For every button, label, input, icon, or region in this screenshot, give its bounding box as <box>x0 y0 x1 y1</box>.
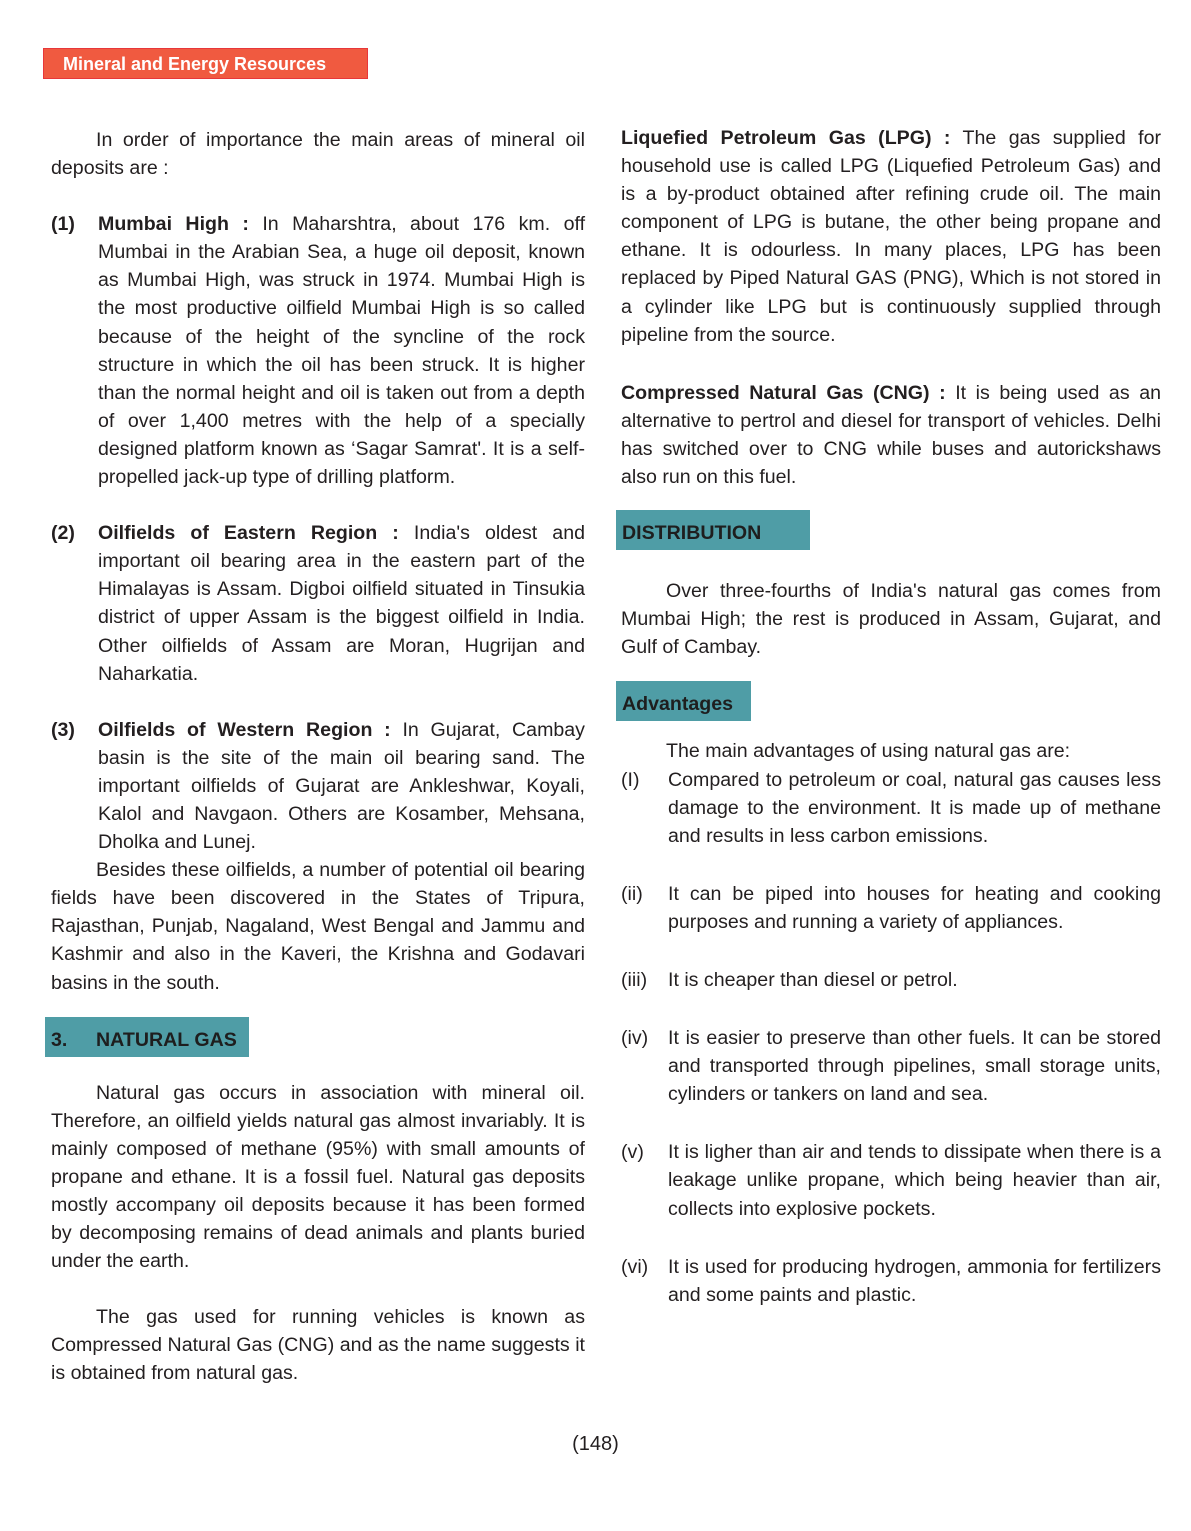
item-text: Compared to petroleum or coal, natural gas causes less damage to the environment. It is made up of methane and results in less carbon emissions. <box>668 768 1161 847</box>
advantage-item <box>621 1253 1161 1309</box>
item-title: Oilfields of Eastern Region : <box>98 522 399 545</box>
section-title: NATURAL GAS <box>96 1028 237 1051</box>
item-number: (v) <box>621 1141 644 1164</box>
oil-area-item <box>51 210 585 491</box>
item-text: It is ligher than air and tends to dissipate when there is a leakage unlike propane, which being heavier than air, collects into explosive pockets. <box>668 1141 1161 1220</box>
cng-text: It is being used as an alternative to pertrol and diesel for transport of vehicles. Delhi has switched over to CNG while buses and autorickshaws also run on this fuel. <box>621 381 1161 489</box>
advantage-item <box>621 766 1161 850</box>
item-number: (2) <box>51 522 75 545</box>
lpg-paragraph <box>621 124 1161 349</box>
item-text: It is cheaper than diesel or petrol. <box>668 968 958 991</box>
oil-area-item <box>51 716 585 856</box>
item-title: Mumbai High : <box>98 213 249 236</box>
item-text: In Maharshtra, about 176 km. off Mumbai in the Arabian Sea, a huge oil deposit, known as Mumbai High, was struck in 1974. Mumbai High is the most productive oilfield Mumbai High is so called because of the height of the syncline of the rock structure in which the oil has been struck. It is higher than the normal height and oil is taken out from a depth of over 1,400 metres with the help of a specially designed platform known as ‘Sagar Samrat'. It is a self-propelled jack-up type of drilling platform. <box>98 213 586 489</box>
right-column <box>621 124 1161 1309</box>
advantage-item <box>621 966 1161 994</box>
oil-area-item <box>51 519 585 688</box>
item-title: Oilfields of Western Region : <box>98 718 391 741</box>
intro-paragraph: In order of importance the main areas of mineral oil deposits are : <box>51 129 585 180</box>
lpg-title: Liquefied Petroleum Gas (LPG) : <box>621 127 951 149</box>
item-text: It can be piped into houses for heating and cooking purposes and running a variety of appliances. <box>668 882 1161 933</box>
item-number: (ii) <box>621 882 643 905</box>
distribution-heading: DISTRIBUTION <box>616 510 810 550</box>
page-number: (148) <box>572 1433 619 1455</box>
item-number: (1) <box>51 213 75 236</box>
chapter-title-badge: Mineral and Energy Resources <box>43 48 368 79</box>
item-number: (I) <box>621 768 640 791</box>
section-number: 3. <box>51 1028 68 1051</box>
advantages-heading: Advantages <box>616 681 751 721</box>
item-text: In Gujarat, Cambay basin is the site of the main oil bearing sand. The important oilfields of Gujarat are Ankleshwar, Koyali, Kalol and Navgaon. Others are Kosamber, Mehsana, Dholka and Lunej. <box>98 718 585 854</box>
cng-title: Compressed Natural Gas (CNG) : <box>621 381 946 404</box>
item-number: (iv) <box>621 1027 649 1050</box>
lpg-text: The gas supplied for household use is called LPG (Liquefied Petroleum Gas) and is a by-product obtained after refining crude oil. The main component of LPG is butane, the other being propane and ethane. It is odourless. In many places, LPG has been replaced by Piped Natural GAS (PNG), Which is not stored in a cylinder like LPG but is continuously supplied through pipeline from the source. <box>621 127 1161 346</box>
item-number: (iii) <box>621 968 648 991</box>
item-text: It is used for producing hydrogen, ammonia for fertilizers and some paints and plastic. <box>668 1255 1161 1306</box>
left-column <box>51 126 585 1388</box>
item-number: (3) <box>51 718 75 741</box>
item-number: (vi) <box>621 1255 649 1278</box>
advantage-item <box>621 1024 1161 1108</box>
natural-gas-heading <box>45 1017 249 1057</box>
cng-definition-paragraph <box>621 379 1161 491</box>
cng-paragraph: The gas used for running vehicles is known as Compressed Natural Gas (CNG) and as the name suggests it is obtained from natural gas. <box>51 1306 585 1385</box>
advantage-item <box>621 1138 1161 1222</box>
item-text: It is easier to preserve than other fuels. It can be stored and transported through pipelines, small storage units, cylinders or tankers on land and sea. <box>668 1027 1161 1106</box>
advantages-intro: The main advantages of using natural gas are: <box>666 740 1071 763</box>
besides-paragraph: Besides these oilfields, a number of potential oil bearing fields have been discovered in the States of Tripura, Rajasthan, Punjab, Nagaland, West Bengal and Jammu and Kashmir and also in the Kaveri, the Krishna and Godavari basins in the south. <box>51 859 585 994</box>
advantage-item <box>621 880 1161 936</box>
item-text: India's oldest and important oil bearing area in the eastern part of the Himalayas is Assam. Digboi oilfield situated in Tinsukia district of upper Assam is the biggest oilfield in India. Other oilfields of Assam are Moran, Hugrijan and Naharkatia. <box>98 522 585 685</box>
distribution-paragraph: Over three-fourths of India's natural gas comes from Mumbai High; the rest is produced in Assam, Gujarat, and Gulf of Cambay. <box>621 580 1161 659</box>
natural-gas-paragraph: Natural gas occurs in association with mineral oil. Therefore, an oilfield yields natural gas almost invariably. It is mainly composed of methane (95%) with small amounts of propane and ethane. It is a fossil fuel. Natural gas deposits mostly accompany oil deposits because it has been formed by decomposing remains of dead animals and plants buried under the earth. <box>51 1081 585 1273</box>
